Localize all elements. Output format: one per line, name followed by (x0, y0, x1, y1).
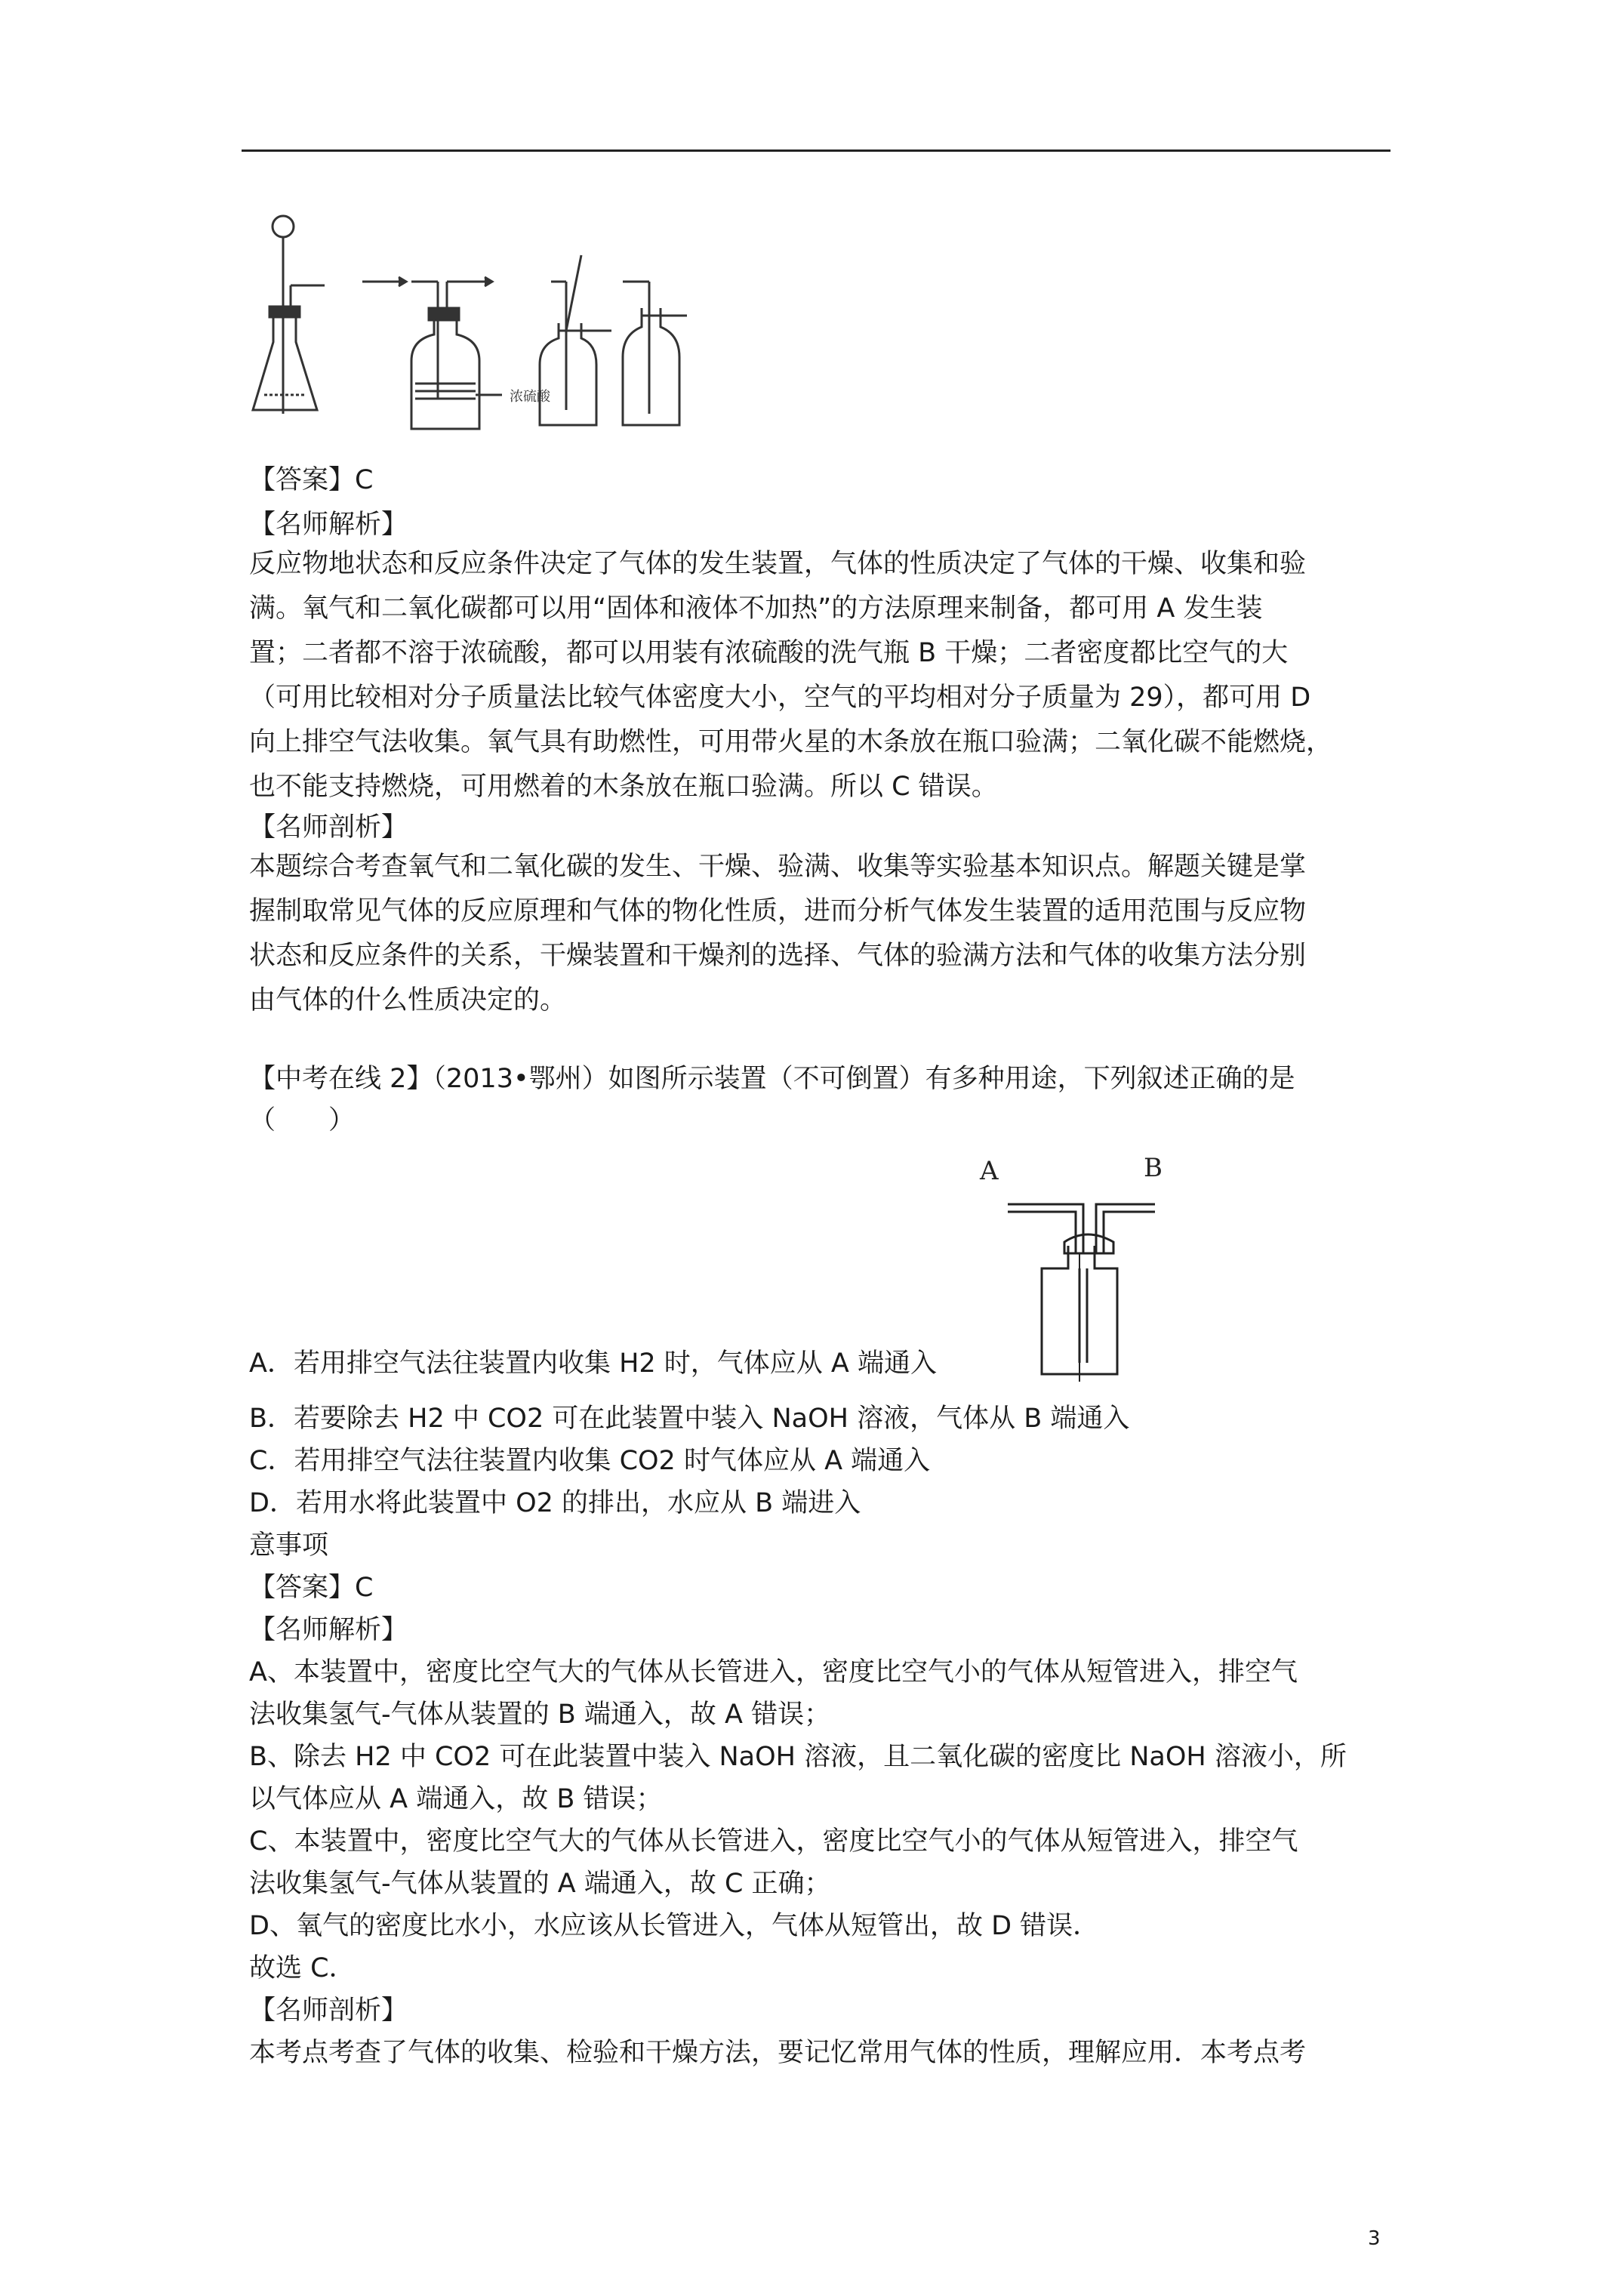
analysis-title-1: 【名师解析】 (249, 510, 408, 540)
dissection-title-1: 【名师剖析】 (249, 812, 408, 843)
analysis-line: 反应物地状态和反应条件决定了气体的发生装置，气体的性质决定了气体的干燥、收集和验 (249, 549, 1307, 579)
analysis-line: 法收集氢气-气体从装置的 A 端通入，故 C 正确； (249, 1869, 831, 1899)
option-a: A．若用排空气法往装置内收集 H2 时，气体应从 A 端通入 (249, 1348, 937, 1379)
label-b: B (1144, 1153, 1163, 1183)
analysis-line: 置；二者都不溶于浓硫酸，都可以用装有浓硫酸的洗气瓶 B 干燥；二者密度都比空气的大 (249, 638, 1289, 668)
dissection-line: 由气体的什么性质决定的。 (249, 985, 567, 1015)
answer-1: 【答案】C (249, 465, 374, 495)
note: 意事项 (249, 1530, 329, 1561)
apparatus-figure (249, 210, 838, 436)
dissection-line: 本考点考查了气体的收集、检验和干燥方法，要记忆常用气体的性质，理解应用．本考点考 (249, 2038, 1307, 2068)
dissection-line: 握制取常见气体的反应原理和气体的物化性质，进而分析气体发生装置的适用范围与反应物 (249, 896, 1307, 926)
page-number: 3 (1368, 2227, 1381, 2250)
analysis-line: 法收集氢气-气体从装置的 B 端通入，故 A 错误； (249, 1700, 831, 1730)
option-b: B．若要除去 H2 中 CO2 可在此装置中装入 NaOH 溶液，气体从 B 端通入 (249, 1404, 1130, 1434)
analysis-line: A、本装置中，密度比空气大的气体从长管进入，密度比空气小的气体从短管进入，排空气 (249, 1657, 1298, 1687)
wash-bottle (362, 277, 502, 429)
collection-bottle-c (540, 255, 611, 425)
analysis-line: 满。氧气和二氧化碳都可以用“固体和液体不加热”的方法原理来制备，都可用 A 发生装 (249, 593, 1263, 624)
dissection-title-2: 【名师剖析】 (249, 1996, 408, 2026)
answer-2: 【答案】C (249, 1573, 374, 1603)
analysis-title-2: 【名师解析】 (249, 1615, 408, 1645)
flask-apparatus (253, 216, 325, 414)
question-2-blank: （ ） (249, 1105, 356, 1136)
dissection-line: 状态和反应条件的关系，干燥装置和干燥剂的选择、气体的验满方法和气体的收集方法分别 (249, 941, 1307, 971)
option-c: C．若用排空气法往装置内收集 CO2 时气体应从 A 端通入 (249, 1446, 931, 1476)
analysis-line: 以气体应从 A 端通入，故 B 错误； (249, 1784, 663, 1814)
analysis-line: 也不能支持燃烧，可用燃着的木条放在瓶口验满。所以 C 错误。 (249, 772, 998, 802)
analysis-line: C、本装置中，密度比空气大的气体从长管进入，密度比空气小的气体从短管进入，排空气 (249, 1826, 1298, 1857)
analysis-line: B、除去 H2 中 CO2 可在此装置中装入 NaOH 溶液，且二氧化碳的密度比 NaOH 溶液小，所 (249, 1742, 1347, 1772)
question-2-stem: 【中考在线 2】（2013•鄂州）如图所示装置（不可倒置）有多种用途，下列叙述正确的是 (249, 1064, 1295, 1094)
analysis-line: 故选 C． (249, 1953, 356, 1983)
analysis-line: （可用比较相对分子质量法比较气体密度大小，空气的平均相对分子质量为 29），都可用 D (249, 683, 1311, 713)
label-a: A (980, 1156, 999, 1186)
option-d: D．若用水将此装置中 O2 的排出，水应从 B 端进入 (249, 1488, 861, 1518)
header-rule (242, 149, 1390, 152)
analysis-line: 向上排空气法收集。氧气具有助燃性，可用带火星的木条放在瓶口验满；二氧化碳不能燃烧， (249, 727, 1333, 757)
analysis-line: D、氧气的密度比水小，水应该从长管进入，气体从短管出，故 D 错误． (249, 1911, 1100, 1941)
dissection-line: 本题综合考查氧气和二氧化碳的发生、干燥、验满、收集等实验基本知识点。解题关键是掌 (249, 852, 1307, 882)
conc-sulfuric-acid-label: 浓硫酸 (510, 389, 550, 405)
collection-bottle-d (623, 282, 687, 425)
